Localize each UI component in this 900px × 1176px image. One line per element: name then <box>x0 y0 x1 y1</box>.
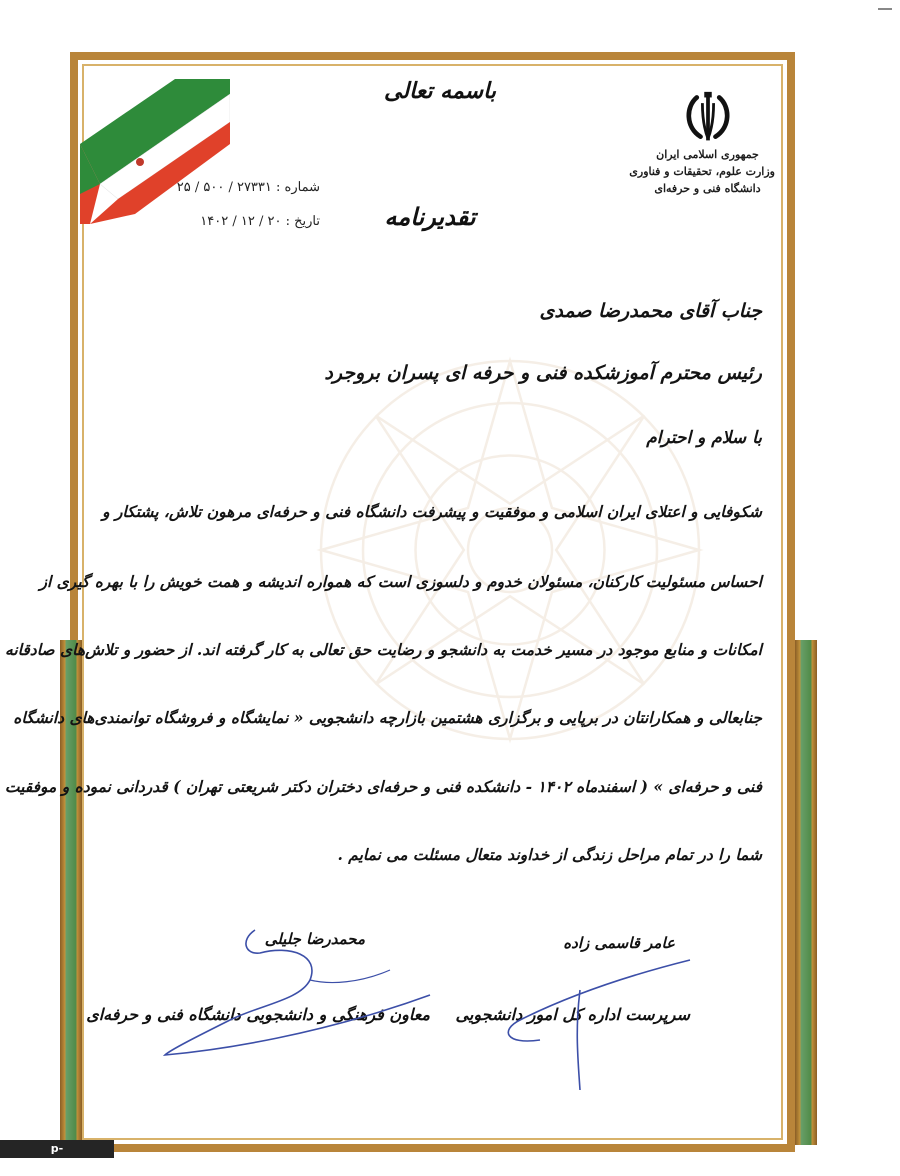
recipient-name: جناب آقای محمدرضا صمدی <box>539 300 762 322</box>
signer-2-signature-icon <box>160 925 440 1065</box>
certificate-title: تقدیرنامه <box>384 202 476 231</box>
salutation: با سلام و احترام <box>646 428 762 448</box>
body-line-6: شما را در تمام مراحل زندگی از خداوند متعال مسئلت می نمایم . <box>337 845 762 864</box>
scan-corner-mark <box>878 8 892 10</box>
signer-2-name: محمدرضا جلیلی <box>264 930 365 948</box>
iran-emblem-icon <box>680 90 736 146</box>
signer-1-signature-icon <box>480 950 700 1100</box>
frame-right-strip <box>795 640 817 1145</box>
ministry-line-1: جمهوری اسلامی ایران <box>656 148 759 161</box>
signer-1-title: سرپرست اداره کل امور دانشجویی <box>455 1005 690 1024</box>
iran-flag-ribbon-icon <box>80 64 230 224</box>
ministry-header <box>629 90 775 215</box>
basmala: باسمه تعالی <box>384 78 496 104</box>
body-line-4: جنابعالی و همکارانتان در برپایی و برگزاری هشتمین بازارچه دانشجویی « نمایشگاه و فروشگاه توانمندی‌های دانشگاه <box>13 708 762 727</box>
body-line-3: امکانات و منابع موجود در مسیر خدمت به دانشجو و رضایت حق تعالی به کار گرفته اند. از حضور و تلاش‌های صادقانه <box>5 640 762 659</box>
signer-1-name: عامر قاسمی زاده <box>563 934 675 952</box>
reference-number: شماره : ۲۷۳۳۱ / ۵۰۰ / ۲۵ <box>176 180 320 195</box>
body-line-2: احساس مسئولیت کارکنان، مسئولان خدوم و دلسوزی است که همواره اندیشه و همت خویش را با بهره گیری از <box>39 572 762 591</box>
site-watermark-badge: p-borujerd.tvu.ac.ir <box>0 1140 114 1158</box>
ministry-line-3: دانشگاه فنی و حرفه‌ای <box>654 182 761 195</box>
watermark-rosette-icon <box>300 340 720 760</box>
recipient-position: رئیس محترم آموزشکده فنی و حرفه ای پسران بروجرد <box>324 362 762 384</box>
body-line-1: شکوفایی و اعتلای ایران اسلامی و موفقیت و پیشرفت دانشگاه فنی و حرفه‌ای مرهون تلاش، پشتکار و <box>102 502 762 521</box>
reference-date: تاریخ : ۲۰ / ۱۲ / ۱۴۰۲ <box>200 214 320 229</box>
ministry-line-2: وزارت علوم، تحقیقات و فناوری <box>629 165 775 178</box>
body-line-5: فنی و حرفه‌ای » ( اسفندماه ۱۴۰۲ - دانشکده فنی و حرفه‌ای دختران دکتر شریعتی تهران ) قدردانی نموده و موفقیت <box>4 777 762 796</box>
signer-2-title: معاون فرهنگی و دانشجویی دانشگاه فنی و حرفه‌ای <box>86 1005 430 1024</box>
